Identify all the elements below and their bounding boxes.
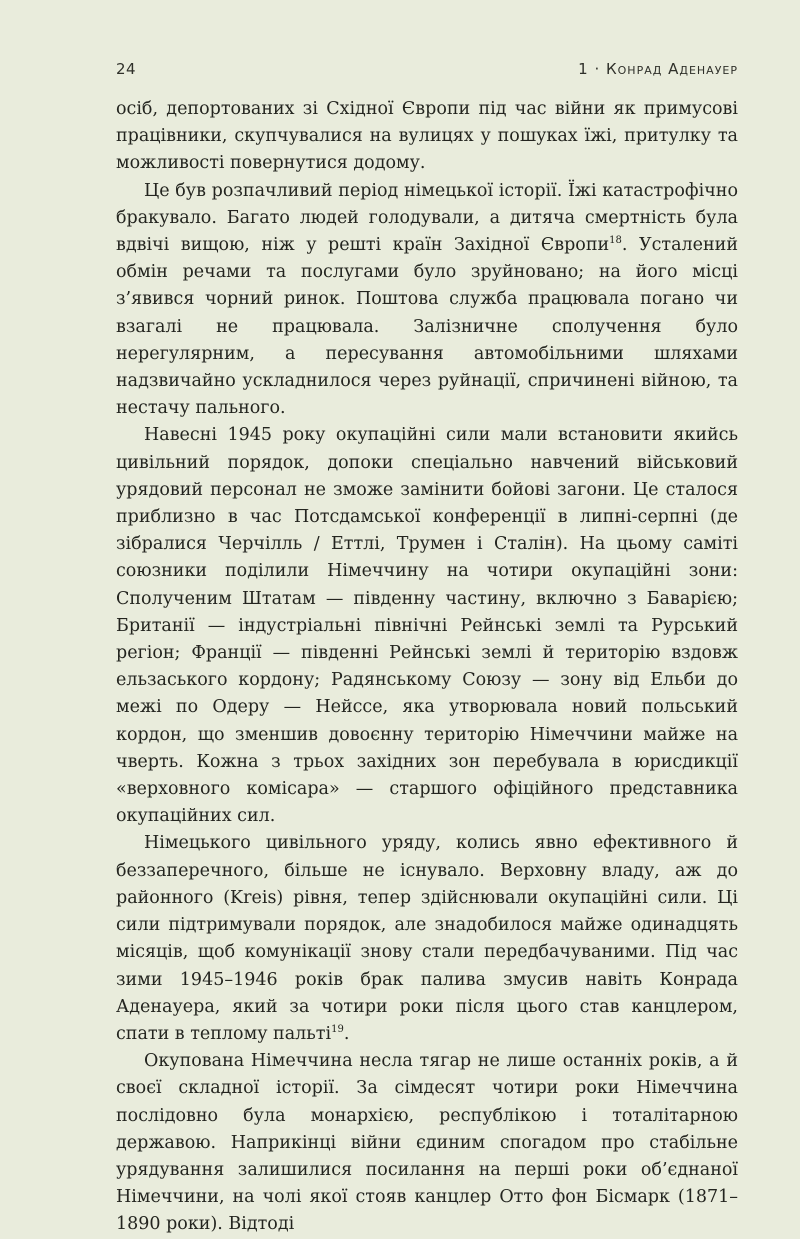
paragraph [116,96,738,178]
paragraph [116,178,738,423]
paragraph-text: Це був розпачливий період німецької історії. Їжі катастрофічно бракувало. Багато людей голодували, а дитяча смертність була вдвічі вищою, ніж у решті країн Західної Європи [116,180,738,256]
paragraph-text: осіб, депортованих зі Східної Європи під час війни як примусові працівники, скупчувалися на вулицях у пошуках їжі, притулку та можливості повернутися додому. [116,99,738,174]
page-number: 24 [116,60,137,78]
chapter-title: 1 · Конрад Аденауер [578,60,738,78]
footnote-marker: 19 [331,1024,344,1036]
paragraph-text: Окупована Німеччина несла тягар не лише останніх років, а й своєї складної історії. За сімдесят чотири роки Німеччина послідовно була монархією, республікою і тоталітарною державою. Наприкінці війни єдиним спогадом про стабільне урядування залишилися посилання на перші роки об’єднаної Німеччини, на чолі якої стояв канцлер Отто фон Бісмарк (1871–1890 роки). Відтоді [116,1051,738,1235]
body-text [116,96,738,1239]
paragraph-text: Німецького цивільного уряду, колись явно ефективного й беззаперечного, більше не існувало. Верховну владу, аж до районного (Kreis) рівня, тепер здійснювали окупаційні сили. Ці сили підтримували порядок, але знадобилося майже одинадцять місяців, щоб комунікації знову стали передбачуваними. Під час зими 1945–1946 років брак палива змусив навіть Конрада Аденауера, який за чотири роки після цього став канцлером, спати в теплому пальті [116,833,738,1044]
paragraph [116,830,738,1048]
running-head [116,54,738,84]
paragraph-text: Навесні 1945 року окупаційні сили мали встановити якийсь цивільний порядок, допоки спеціально навчений військовий урядовий персонал не зможе замінити бойові загони. Це сталося приблизно в час Потсдамської конференції в липні-серпні (де зібралися Черчілль / Еттлі, Трумен і Сталін). На цьому саміті союзники поділили Німеччину на чотири окупаційні зони: Сполученим Штатам — південну частину, включно з Баварією; Британії — індустріальні північні Рейнські землі та Рурський регіон; Франції — південні Рейнські землі й територію вздовж ельзаського кордону; Радянському Союзу — зону від Ельби до межі по Одеру — Нейссе, яка утворювала новий польський кордон, що зменшив довоєнну територію Німеччини майже на чверть. Кожна з трьох західних зон перебувала в юрисдикції «верховного комісара» — старшого офіційного представника окупаційних сил. [116,425,738,827]
paragraph [116,422,738,830]
paragraph-text: . Усталений обмін речами та послугами було зруйновано; на його місці з’явився чорний ринок. Поштова служба працювала погано чи взагалі не працювала. Залізничне сполучення було нерегулярним, а пересування автомобільними шляхами надзвичайно ускладнилося через руйнації, спричинені війною, та нестачу пального. [116,235,738,419]
footnote-marker: 18 [609,235,622,247]
paragraph-text: . [343,1023,350,1044]
paragraph [116,1048,738,1238]
